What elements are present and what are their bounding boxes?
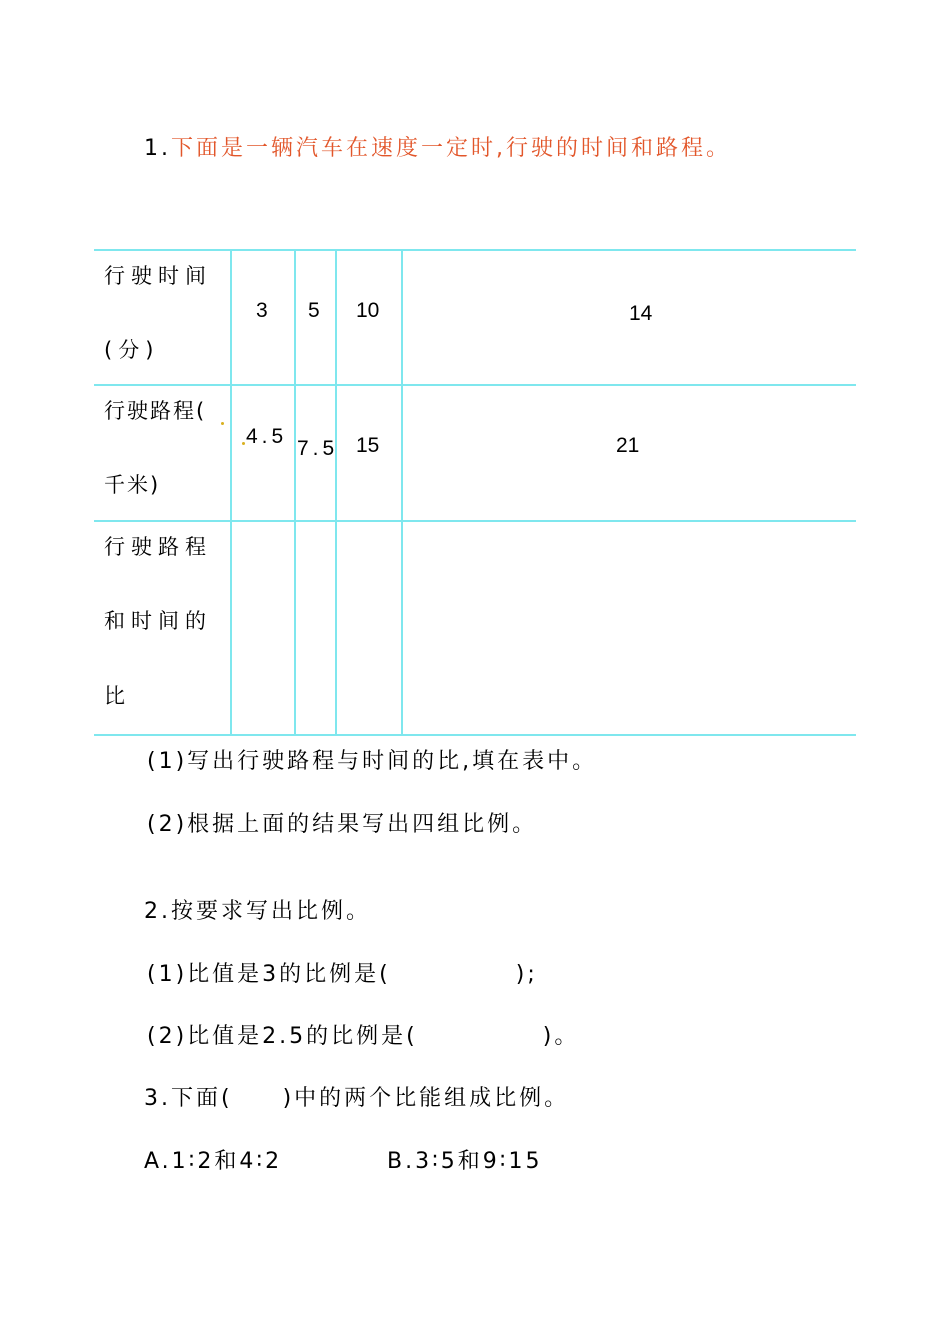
- table-border-row2: [94, 520, 856, 522]
- distance-cell: 4.5: [246, 425, 288, 448]
- time-cell: 3: [256, 299, 268, 322]
- question-3-title: 3.下面( )中的两个比能组成比例。: [144, 1086, 570, 1111]
- question-2-item-1: (1)比值是3的比例是( );: [147, 962, 538, 987]
- table-col-divider-2: [294, 249, 296, 736]
- question-2-item-2: (2)比值是2.5的比例是( )。: [147, 1024, 580, 1049]
- sub-question-1: (1)写出行驶路程与时间的比,填在表中。: [147, 749, 598, 774]
- row-ratio-label: 和时间的: [104, 609, 212, 633]
- question-2-title: 2.按要求写出比例。: [144, 899, 371, 924]
- row-time-unit: (分): [104, 338, 160, 362]
- table-border-row1: [94, 384, 856, 386]
- distance-cell: 15: [356, 434, 380, 457]
- distance-cell: 7.5: [297, 437, 339, 460]
- question-1: [144, 134, 731, 164]
- table-col-divider-3: [335, 249, 337, 736]
- question-1-number: 1.: [144, 136, 171, 161]
- option-b: B.3∶5和9∶15: [387, 1149, 543, 1174]
- question-1-text: 下面是一辆汽车在速度一定时,行驶的时间和路程。: [171, 136, 731, 161]
- row-time-label: 行驶时间: [104, 264, 212, 288]
- table-border-top: [94, 249, 856, 251]
- table-col-divider-1: [230, 249, 232, 736]
- marker-dot: [242, 442, 245, 445]
- option-a: A.1∶2和4∶2: [144, 1149, 283, 1174]
- row-distance-label: 行驶路程(: [104, 399, 207, 423]
- row-ratio-label: 比: [104, 684, 131, 708]
- row-distance-unit: 千米): [104, 473, 161, 497]
- table-col-divider-4: [401, 249, 403, 736]
- distance-cell: 21: [616, 434, 640, 457]
- sub-question-2: (2)根据上面的结果写出四组比例。: [147, 812, 538, 837]
- time-cell: 14: [629, 302, 653, 325]
- time-cell: 5: [308, 299, 320, 322]
- time-cell: 10: [356, 299, 380, 322]
- table-border-bottom: [94, 734, 856, 736]
- row-ratio-label: 行驶路程: [104, 535, 212, 559]
- marker-dot: [221, 422, 224, 425]
